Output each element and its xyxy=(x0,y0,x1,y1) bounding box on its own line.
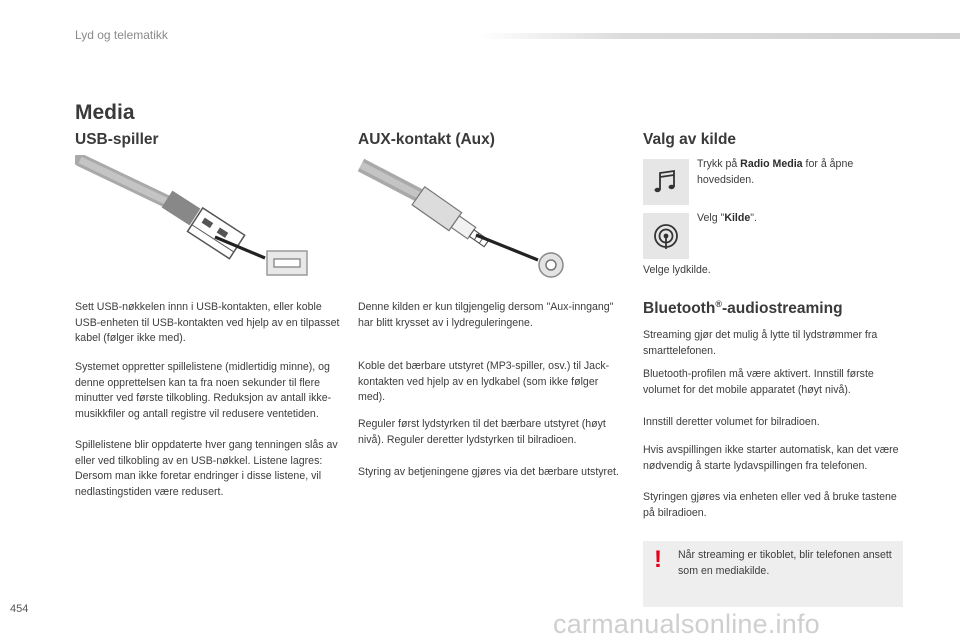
note-text: Når streaming er tikoblet, blir telefonen ansett som en mediakilde. xyxy=(678,549,892,577)
page-number: 454 xyxy=(10,603,29,615)
usb-illustration xyxy=(75,155,315,280)
source-heading: Valg av kilde xyxy=(643,131,737,148)
radio-source-icon xyxy=(643,213,689,259)
usb-paragraph-1: Sett USB-nøkkelen innn i USB-kontakten, eller koble USB-enheten til USB-kontakten ved hjelp av en tilpasset kabel (følger ikke med). xyxy=(75,301,340,345)
bluetooth-paragraph-1: Streaming gjør det mulig å lytte til lydstrømmer fra smarttelefonen. xyxy=(643,329,878,357)
bluetooth-heading: Bluetooth®-audiostreaming xyxy=(643,299,843,318)
source-step-1: Trykk på Radio Media for å åpne hovedsiden. xyxy=(697,158,854,186)
usb-paragraph-2: Systemet oppretter spillelistene (midlertidig minne), og denne opprettelsen kan ta fra noen sekunder til flere minutter ved første tilkobling. Reduksjon av antall ikke-musikkfiler og antall registre vil redusere ventetiden. xyxy=(75,361,332,420)
page-title: Media xyxy=(75,101,135,124)
warning-exclamation-icon: ! xyxy=(654,546,662,573)
bluetooth-paragraph-5: Styringen gjøres via enheten eller ved å bruke tastene på bilradioen. xyxy=(643,491,897,519)
music-button[interactable] xyxy=(643,159,689,205)
usb-heading: USB-spiller xyxy=(75,131,159,148)
aux-paragraph-4: Styring av betjeningene gjøres via det bærbare utstyret. xyxy=(358,466,619,478)
usb-paragraph-3: Spillelistene blir oppdaterte hver gang tenningen slås av eller ved tilkobling av en USB-nøkkel. Listene lagres: Dersom man ikke foretar endringer i disse listene, vil nedlastingstiden være redusert. xyxy=(75,439,338,498)
source-step-2: Velg "Kilde". xyxy=(697,212,757,224)
aux-illustration xyxy=(358,155,573,280)
watermark: carmanualsonline.info xyxy=(553,609,820,639)
aux-paragraph-2: Koble det bærbare utstyret (MP3-spiller, osv.) til Jack-kontakten ved hjelp av en lydkabel (som ikke følger med). xyxy=(358,360,610,404)
bluetooth-paragraph-2: Bluetooth-profilen må være aktivert. Innstill første volumet for det mobile apparatet (høyt nivå). xyxy=(643,368,874,396)
music-note-icon xyxy=(643,159,689,205)
aux-heading: AUX-kontakt (Aux) xyxy=(358,131,495,148)
aux-paragraph-3: Reguler først lydstyrken til det bærbare utstyret (høyt nivå). Reguler deretter lydstyrken til bilradioen. xyxy=(358,418,606,446)
aux-paragraph-1: Denne kilden er kun tilgjengelig dersom "Aux-inngang" har blitt krysset av i lydreguleringene. xyxy=(358,301,614,329)
bluetooth-paragraph-3: Innstill deretter volumet for bilradioen. xyxy=(643,416,820,428)
header-bar xyxy=(478,33,960,39)
section-header: Lyd og telematikk xyxy=(75,28,168,42)
source-step-3: Velge lydkilde. xyxy=(643,264,711,276)
bluetooth-paragraph-4: Hvis avspillingen ikke starter automatisk, kan det være nødvendig å starte lydavspillingen fra telefonen. xyxy=(643,444,899,472)
source-button[interactable] xyxy=(643,213,689,259)
